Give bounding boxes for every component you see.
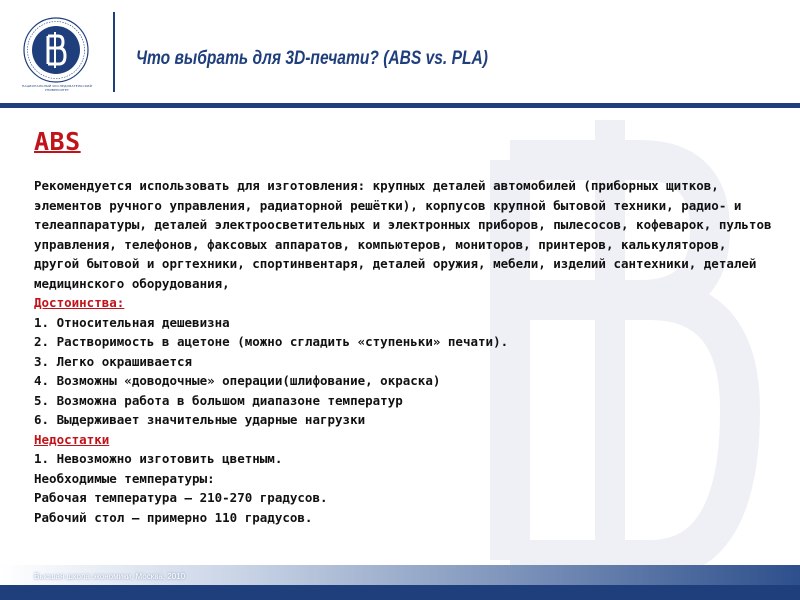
section-heading-abs: ABS <box>34 127 81 156</box>
advantages-heading: Достоинства: <box>34 295 125 310</box>
page-title: Что выбрать для 3D-печати? (ABS vs. PLA) <box>136 48 488 69</box>
hse-logo-icon <box>22 16 90 84</box>
header <box>0 0 800 107</box>
temperature-line: Необходимые температуры: <box>34 470 215 486</box>
temperature-line: Рабочий стол — примерно 110 градусов. <box>34 509 313 525</box>
temperature-line: Рабочая температура — 210-270 градусов. <box>34 490 328 505</box>
advantage-item: 2. Растворимость в ацетоне (можно сгладить «ступеньки» печати). <box>34 334 509 349</box>
advantage-item: 1. Относительная дешевизна <box>34 314 230 330</box>
advantage-item: 5. Возможна работа в большом диапазоне температур <box>34 392 403 408</box>
main-content <box>34 126 774 527</box>
disadvantage-item: 1. Невозможно изготовить цветным. <box>34 451 283 466</box>
usage-paragraph: Рекомендуется использовать для изготовления: крупных деталей автомобилей (приборных щитков, элементов ручного управления, радиаторной решётки), корпусов крупной бытовой техники, радио- и телеаппаратуры, деталей электроосветительных и электронных приборов, пылесосов, кофеварок, пультов управления, телефонов, факсовых аппаратов, компьютеров, мониторов, принтеров, калькуляторов, другой бытовой и оргтехники, спортинвентаря, деталей оружия, мебели, изделий сантехники, деталей медицинского оборудования, <box>34 178 772 291</box>
advantage-item: 4. Возможны «доводочные» операции(шлифование, окраска) <box>34 373 441 388</box>
advantage-item: 6. Выдерживает значительные ударные нагрузки <box>34 412 366 427</box>
advantage-item: 3. Легко окрашивается <box>34 353 193 369</box>
header-divider <box>113 12 115 92</box>
disadvantages-heading: Недостатки <box>34 431 110 447</box>
footer-bar <box>0 585 800 600</box>
logo-tagline: НАЦИОНАЛЬНЫЙ ИССЛЕДОВАТЕЛЬСКИЙ УНИВЕРСИТЕТ <box>21 84 93 92</box>
footer-text: Высшая школа экономики, Москва, 2010 <box>34 572 186 581</box>
